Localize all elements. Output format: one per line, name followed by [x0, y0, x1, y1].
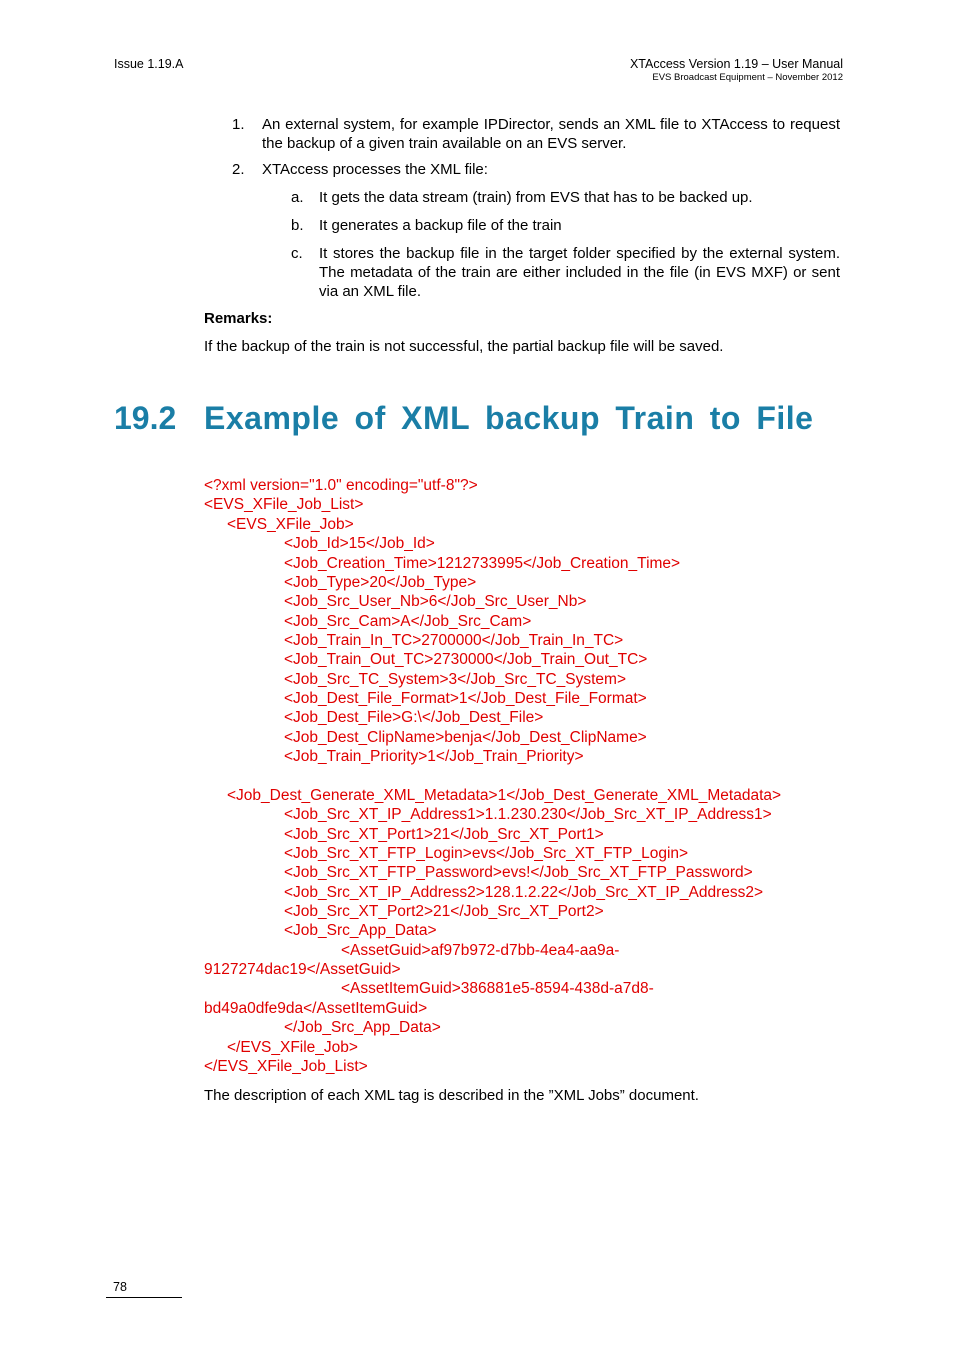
substep-letter: b. [291, 217, 304, 234]
xml-line: <Job_Dest_ClipName>benja</Job_Dest_ClipName> [284, 729, 647, 746]
xml-line: <Job_Dest_File_Format>1</Job_Dest_File_Format> [284, 690, 647, 707]
xml-line: <Job_Src_TC_System>3</Job_Src_TC_System> [284, 671, 627, 688]
xml-line: <Job_Creation_Time>1212733995</Job_Creation_Time> [284, 555, 681, 572]
xml-line: <Job_Src_XT_FTP_Login>evs</Job_Src_XT_FTP_Login> [284, 845, 689, 862]
xml-line: <Job_Src_Cam>A</Job_Src_Cam> [284, 613, 532, 630]
xml-line: </EVS_XFile_Job_List> [204, 1058, 368, 1075]
xml-line: bd49a0dfe9da</AssetItemGuid> [204, 1000, 428, 1017]
substep-text: It generates a backup file of the train [319, 217, 562, 234]
xml-line: <Job_Id>15</Job_Id> [284, 535, 435, 552]
section-number: 19.2 [114, 400, 177, 436]
xml-line: <EVS_XFile_Job> [227, 516, 354, 533]
step-text: An external system, for example IPDirector, sends an XML file to XTAccess to request the backup of a given train available on an EVS server. [262, 116, 840, 152]
header-manual-title: XTAccess Version 1.19 – User Manual [629, 57, 843, 71]
xml-line: </Job_Src_App_Data> [284, 1019, 441, 1036]
step-number: 2. [232, 161, 245, 178]
section-title: Example of XML backup Train to File [204, 400, 814, 436]
xml-line: <EVS_XFile_Job_List> [204, 496, 364, 513]
xml-line: <Job_Src_User_Nb>6</Job_Src_User_Nb> [284, 593, 587, 610]
xml-line: <AssetGuid>af97b972-d7bb-4ea4-aa9a- [341, 942, 620, 959]
xml-line: <Job_Train_In_TC>2700000</Job_Train_In_TC> [284, 632, 624, 649]
remarks-text: If the backup of the train is not successful, the partial backup file will be saved. [204, 338, 724, 355]
xml-line: <Job_Src_XT_IP_Address1>1.1.230.230</Job_Src_XT_IP_Address1> [284, 806, 772, 823]
xml-line: </EVS_XFile_Job> [227, 1039, 358, 1056]
substep-text: It stores the backup file in the target folder specified by the external system. The metadata of the train are either included in the file (in EVS MXF) or sent via an XML file. [319, 245, 840, 300]
header-company-date: EVS Broadcast Equipment – November 2012 [652, 72, 843, 83]
xml-line: <Job_Src_XT_IP_Address2>128.1.2.22</Job_Src_XT_IP_Address2> [284, 884, 764, 901]
footer-rule [106, 1297, 182, 1298]
xml-line: <Job_Type>20</Job_Type> [284, 574, 477, 591]
substep-letter: c. [291, 245, 303, 262]
xml-line: <?xml version="1.0" encoding="utf-8"?> [204, 477, 478, 494]
xml-line: <AssetItemGuid>386881e5-8594-438d-a7d8- [341, 980, 654, 997]
step-number: 1. [232, 116, 245, 133]
remarks-label: Remarks: [204, 310, 273, 327]
substep-text: It gets the data stream (train) from EVS that has to be backed up. [319, 189, 753, 206]
xml-line: <Job_Src_App_Data> [284, 922, 437, 939]
substep-letter: a. [291, 189, 304, 206]
xml-line: <Job_Src_XT_FTP_Password>evs!</Job_Src_XT_FTP_Password> [284, 864, 753, 881]
step-text: XTAccess processes the XML file: [262, 161, 488, 178]
xml-line: <Job_Train_Out_TC>2730000</Job_Train_Out_TC> [284, 651, 648, 668]
closing-paragraph: The description of each XML tag is described in the ”XML Jobs” document. [204, 1087, 699, 1104]
header-issue: Issue 1.19.A [114, 57, 184, 71]
xml-line: <Job_Src_XT_Port2>21</Job_Src_XT_Port2> [284, 903, 604, 920]
xml-line: <Job_Src_XT_Port1>21</Job_Src_XT_Port1> [284, 826, 604, 843]
page-number: 78 [113, 1280, 127, 1294]
xml-line: <Job_Dest_Generate_XML_Metadata>1</Job_Dest_Generate_XML_Metadata> [227, 787, 782, 804]
xml-line: 9127274dac19</AssetGuid> [204, 961, 401, 978]
xml-line: <Job_Train_Priority>1</Job_Train_Priority> [284, 748, 584, 765]
xml-line: <Job_Dest_File>G:\</Job_Dest_File> [284, 709, 544, 726]
